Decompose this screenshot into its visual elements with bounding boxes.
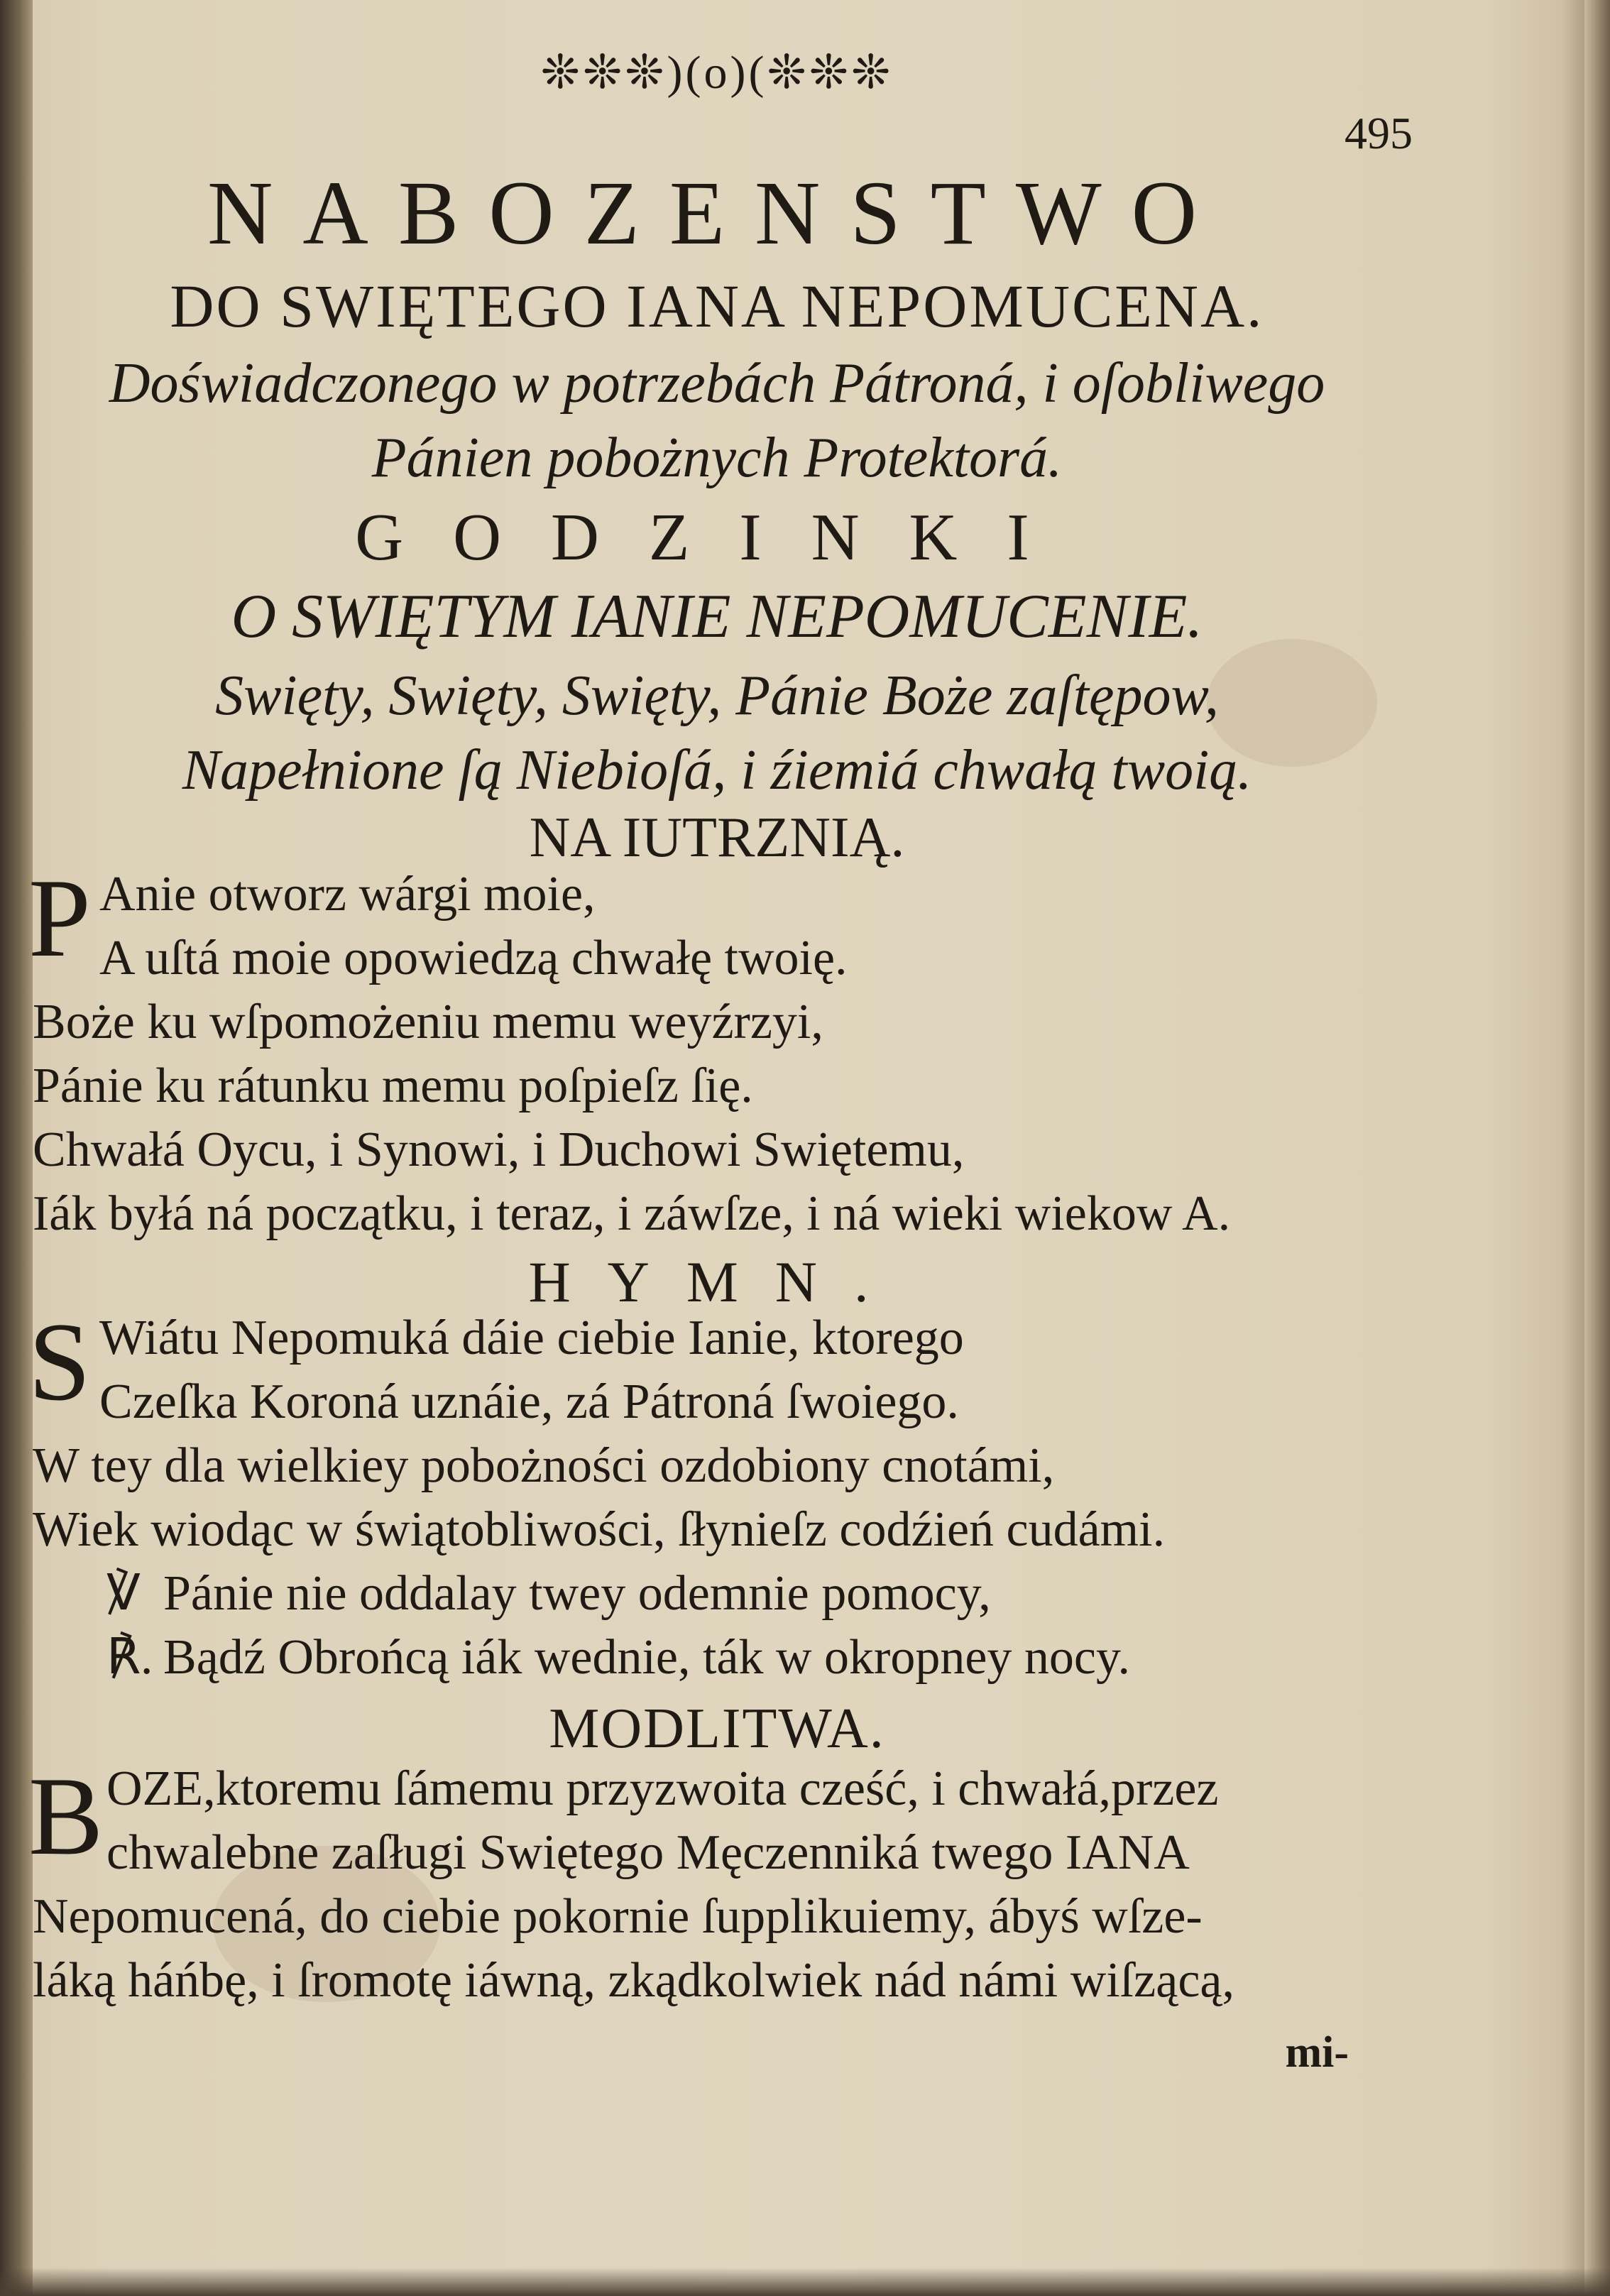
prayer-line: OZE,ktoremu ſámemu przyzwoita cześć, i chwałá,przez (106, 1761, 1219, 1816)
page-number: 495 (1345, 108, 1413, 158)
invocation-line-1: Swięty, Swięty, Swięty, Pánie Boże zaſtępow, (215, 665, 1219, 727)
iutrznia-line: Chwałá Oycu, i Synowi, i Duchowi Swiętemu, (33, 1122, 965, 1177)
page-bottom-edge (0, 2268, 1610, 2296)
prayer-line: Nepomucená, do ciebie pokornie ſupplikuiemy, ábyś wſze- (33, 1889, 1203, 1944)
section-heading: GODZINKI (355, 501, 1079, 574)
hymn-dropcap: S (28, 1300, 91, 1424)
iutrznia-line: Pánie ku rátunku memu poſpieſz ſię. (33, 1059, 753, 1113)
versicle-marker: ℣ (106, 1566, 141, 1621)
section-subheading: O SWIĘTYM IANIE NEPOMUCENIE. (231, 582, 1203, 651)
dedication-line-2: Pánien pobożnych Protektorá. (371, 427, 1063, 489)
prayer-line: láką háńbę, i ſromotę iáwną, zkądkolwiek nád námi wiſzącą, (33, 1953, 1234, 2008)
page-content (28, 43, 1413, 2251)
iutrznia-line: A uſtá moie opowiedzą chwałę twoię. (99, 931, 848, 985)
iutrznia-line: Iák byłá ná początku, i teraz, i záwſze, i ná wieki wiekow A. (33, 1186, 1231, 1241)
versicle-text: Pánie nie oddalay twey odemnie pomocy, (163, 1566, 991, 1621)
hymn-line: Wiek wiodąc w świątobliwości, ſłynieſz codźień cudámi. (33, 1502, 1166, 1557)
iutrznia-dropcap: P (28, 856, 91, 980)
hymn-heading: HYMN. (528, 1250, 906, 1314)
response-text: Bądź Obrońcą iák wednie, ták w okropney nocy. (163, 1630, 1130, 1685)
prayer-dropcap: B (28, 1754, 104, 1879)
page-edge (1584, 0, 1610, 2296)
hymn-line: Czeſka Koroná uznáie, zá Pátroná ſwoiego. (99, 1374, 959, 1429)
iutrznia-line: Anie otworz wárgi moie, (99, 867, 596, 922)
iutrznia-heading: NA IUTRZNIĄ. (529, 807, 905, 869)
hymn-line: Wiátu Nepomuká dáie ciebie Ianie, ktorego (99, 1311, 964, 1365)
hymn-line: W tey dla wielkiey pobożności ozdobiony cnotámi, (33, 1438, 1055, 1493)
page-title: NABOZENSTWO (207, 163, 1227, 263)
page-subtitle: DO SWIĘTEGO IANA NEPOMUCENA. (170, 272, 1264, 340)
catchword: mi- (1285, 2028, 1349, 2077)
dedication-line-1: Doświadczonego w potrzebách Pátroná, i oſobliwego (109, 352, 1325, 415)
header-ornament: ❊❊❊)(o)(❊❊❊ (540, 47, 894, 99)
prayer-heading: MODLITWA. (549, 1698, 885, 1760)
iutrznia-line: Boże ku wſpomożeniu memu weyźrzyi, (33, 995, 823, 1049)
prayer-line: chwalebne zaſługi Swiętego Męczenniká twego IANA (106, 1825, 1190, 1880)
invocation-line-2: Napełnione ſą Niebioſá, i źiemiá chwałą twoią. (182, 739, 1252, 802)
response-marker: ℟. (106, 1630, 153, 1685)
